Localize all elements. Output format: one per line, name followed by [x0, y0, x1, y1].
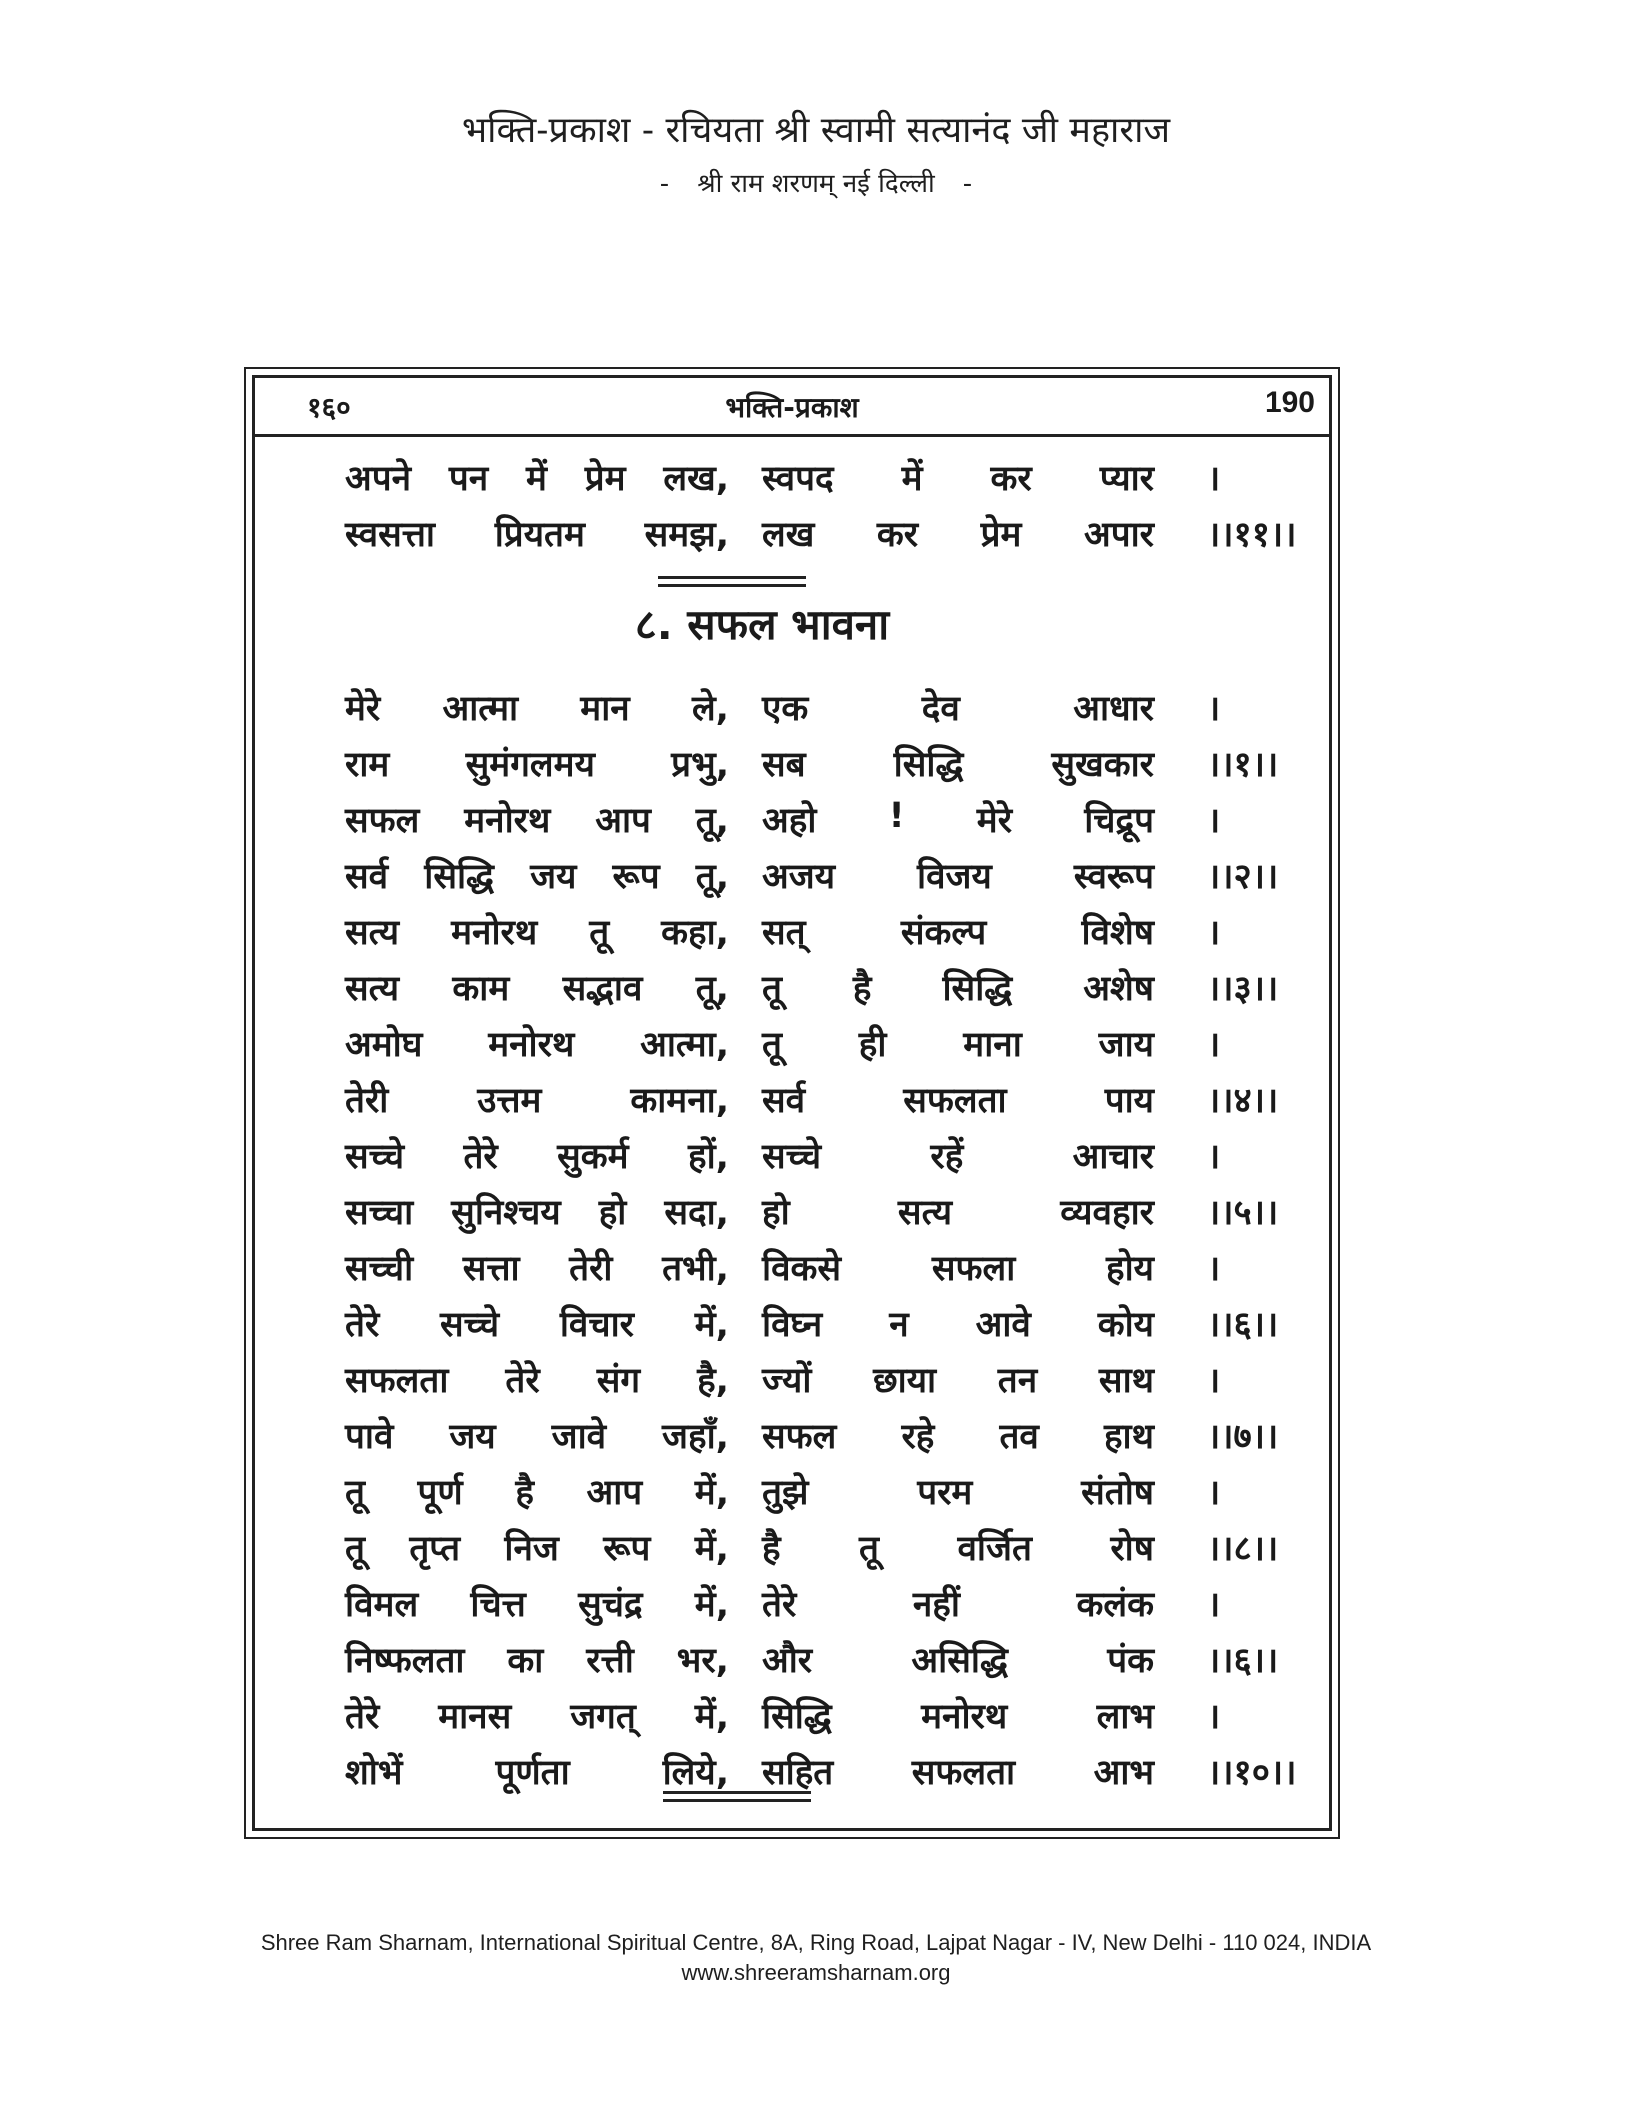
verse-word: तेरे: [345, 1697, 380, 1737]
verse-word: मनोरथ: [451, 913, 538, 953]
verse-word: में,: [694, 1529, 729, 1569]
verse-word: हाथ: [1103, 1417, 1154, 1457]
verse-second-half: [762, 684, 1154, 731]
verse-end-mark: ।।७।।: [1207, 1417, 1279, 1457]
verse-end-mark: ।।६।।: [1207, 1305, 1279, 1345]
verse-word: निज: [504, 1529, 559, 1569]
verse-word: सत्: [762, 913, 806, 953]
verse-word: सत्य: [345, 913, 400, 953]
verse-end-mark: ।।१।।: [1207, 745, 1279, 785]
verse-word: प्रेम: [980, 515, 1022, 555]
verse-word: स्वपद: [762, 459, 834, 499]
verse-first-half: [345, 1748, 729, 1795]
verse-first-half: [345, 1692, 729, 1739]
verse-word: सच्चे: [345, 1137, 405, 1177]
verse-word: रत्ती: [586, 1641, 634, 1681]
verse-first-half: [345, 1132, 729, 1179]
verse-word: ज्यों: [762, 1361, 812, 1401]
verse-first-half: [345, 1356, 729, 1403]
verse-word: तेरी: [345, 1081, 389, 1121]
verse-word: विकसे: [762, 1249, 842, 1289]
verse-word: हो: [598, 1193, 627, 1233]
verse-word: सफलता: [903, 1081, 1007, 1121]
verse-word: चित्त: [470, 1585, 526, 1625]
verse-word: हों,: [688, 1137, 729, 1177]
verse-word: तेरे: [345, 1305, 380, 1345]
verse-word: में,: [694, 1585, 729, 1625]
verse-word: जय: [449, 1417, 496, 1457]
verse-end-mark: ।: [1207, 1025, 1221, 1065]
verse-word: कामना,: [630, 1081, 729, 1121]
rule-lower-1: [663, 1791, 811, 1794]
subtitle-dash-right: -: [962, 169, 973, 199]
verse-word: सफल: [345, 801, 420, 841]
verse-word: विचार: [559, 1305, 634, 1345]
verse-word: न: [889, 1305, 909, 1345]
verse-word: तू: [859, 1529, 879, 1569]
verse-word: नहीं: [912, 1585, 960, 1625]
verse-word: सफला: [931, 1249, 1016, 1289]
verse-word: जय: [530, 857, 577, 897]
verse-word: तव: [999, 1417, 1039, 1457]
verse-first-half: [345, 740, 729, 787]
verse-word: और: [762, 1641, 813, 1681]
verse-word: लिये,: [662, 1753, 729, 1793]
verse-end-mark: ।: [1207, 1137, 1221, 1177]
verse-word: विजय: [917, 857, 992, 897]
verse-word: अहो: [762, 801, 817, 841]
verse-line: [345, 1636, 1285, 1686]
verse-first-half: [345, 852, 729, 899]
verse-word: तृप्त: [409, 1529, 461, 1569]
verse-word: असिद्धि: [911, 1641, 1008, 1681]
verse-word: तेरे: [505, 1361, 540, 1401]
verse-first-half: [345, 684, 729, 731]
verse-word: प्रेम: [584, 459, 626, 499]
verse-word: काम: [452, 969, 510, 1009]
verse-first-half: [345, 1412, 729, 1459]
verse-word: अजय: [762, 857, 836, 897]
verse-word: निष्फलता: [345, 1641, 465, 1681]
verse-line: [345, 1076, 1285, 1126]
verse-word: प्रियतम: [494, 515, 585, 555]
page-number-devanagari: १६०: [307, 391, 351, 424]
verse-second-half: [762, 1524, 1154, 1571]
verse-word: पावे: [345, 1417, 394, 1457]
verse-word: सत्य: [345, 969, 400, 1009]
verse-word: तुझे: [762, 1473, 809, 1513]
verse-word: हो: [762, 1193, 790, 1233]
verse-first-half: [345, 1076, 729, 1123]
verse-word: देव: [921, 689, 960, 729]
running-title: भक्ति-प्रकाश: [725, 391, 859, 424]
verse-word: विघ्न: [762, 1305, 823, 1345]
verse-line: [345, 684, 1285, 734]
scanned-page-inner-border: [252, 375, 1332, 1831]
verse-word: संग: [596, 1361, 641, 1401]
verse-word: चिद्रूप: [1084, 801, 1154, 841]
verse-end-mark: ।: [1207, 1585, 1221, 1625]
verse-word: सिद्धि: [893, 745, 964, 785]
verse-word: में,: [694, 1305, 729, 1345]
verse-word: माना: [963, 1025, 1022, 1065]
verse-word: आप: [586, 1473, 643, 1513]
verse-word: तू,: [695, 801, 729, 841]
verse-word: सद्भाव: [562, 969, 643, 1009]
verse-word: स्वसत्ता: [345, 515, 435, 555]
verse-end-mark: ।।११।।: [1207, 515, 1297, 555]
verse-line: [345, 1020, 1285, 1070]
verse-line: [345, 1356, 1285, 1406]
page-number: 190: [1264, 386, 1315, 419]
verse-word: रूप: [603, 1529, 651, 1569]
verse-end-mark: ।।३।।: [1207, 969, 1279, 1009]
verse-word: विशेष: [1081, 913, 1154, 953]
running-header: [255, 378, 1329, 437]
verse-word: तू,: [695, 969, 729, 1009]
document-header-title: भक्ति-प्रकाश - रचियता श्री स्वामी सत्यानंद जी महाराज: [461, 110, 1171, 151]
verse-second-half: [762, 1356, 1154, 1403]
verse-word: तू: [345, 1473, 365, 1513]
verse-word: जाय: [1098, 1025, 1154, 1065]
verse-second-half: [762, 852, 1154, 899]
verse-word: तन: [997, 1361, 1038, 1401]
verse-word: कहा,: [661, 913, 729, 953]
verse-word: व्यवहार: [1060, 1193, 1154, 1233]
verse-word: आप: [595, 801, 651, 841]
verse-word: रोष: [1110, 1529, 1154, 1569]
verse-word: में: [901, 459, 923, 499]
verse-word: ले,: [691, 689, 729, 729]
verse-end-mark: ।: [1207, 801, 1221, 841]
verse-word: सुमंगलमय: [465, 745, 595, 785]
section-heading: ८. सफल भावना: [634, 600, 890, 649]
verse-word: सच्चे: [440, 1305, 500, 1345]
verse-word: सत्ता: [462, 1249, 520, 1289]
verse-word: है: [852, 969, 872, 1009]
verse-word: मनोरथ: [464, 801, 551, 841]
verse-end-mark: ।: [1207, 459, 1221, 499]
verse-word: सिद्धि: [942, 969, 1013, 1009]
verse-line: [345, 740, 1285, 790]
verse-end-mark: ।।४।।: [1207, 1081, 1279, 1121]
verse-word: जहाँ,: [662, 1417, 729, 1457]
rule-lower-2: [663, 1799, 811, 1802]
verse-second-half: [762, 1748, 1154, 1795]
verse-second-half: [762, 1132, 1154, 1179]
verse-word: तू: [589, 913, 610, 953]
verse-word: प्रभु,: [671, 745, 729, 785]
verse-word: भर,: [676, 1641, 729, 1681]
verse-first-half: [345, 1244, 729, 1291]
verse-word: सफल: [762, 1417, 837, 1457]
verse-word: कर: [876, 515, 919, 555]
verse-end-mark: ।।८।।: [1207, 1529, 1279, 1569]
verse-word: आत्मा: [442, 689, 519, 729]
verse-end-mark: ।: [1207, 1473, 1221, 1513]
verse-line: [345, 1468, 1285, 1518]
verse-second-half: [762, 1692, 1154, 1739]
verse-word: अपार: [1083, 515, 1154, 555]
verse-word: सफलता: [345, 1361, 449, 1401]
verse-word: छाया: [873, 1361, 937, 1401]
verse-word: साथ: [1098, 1361, 1154, 1401]
verse-word: है: [762, 1529, 781, 1569]
verse-word: कर: [990, 459, 1032, 499]
verse-word: सच्ची: [345, 1249, 414, 1289]
verse-first-half: [345, 796, 729, 843]
verse-word: सुकर्म: [557, 1137, 629, 1177]
verse-word: है: [515, 1473, 534, 1513]
verse-word: आत्मा,: [640, 1025, 729, 1065]
subtitle-dash-left: -: [659, 169, 670, 199]
verse-word: सर्व: [762, 1081, 806, 1121]
verse-word: रहे: [901, 1417, 935, 1457]
document-header-subtitle: [0, 164, 1632, 200]
verse-word: आचार: [1072, 1137, 1154, 1177]
subtitle-text: श्री राम शरणम् नई दिल्ली: [697, 169, 935, 199]
verse-word: में: [525, 459, 547, 499]
verse-word: तू: [762, 1025, 782, 1065]
verse-word: तू,: [695, 857, 729, 897]
verse-second-half: [762, 510, 1154, 557]
rule-upper-1: [658, 576, 806, 579]
verse-word: जावे: [551, 1417, 607, 1457]
verse-second-half: [762, 1412, 1154, 1459]
verse-second-half: [762, 1580, 1154, 1627]
verse-word: जगत्: [570, 1697, 636, 1737]
verse-word: प्यार: [1099, 459, 1154, 499]
verse-second-half: [762, 1300, 1154, 1347]
verse-first-half: [345, 1580, 729, 1627]
verse-line: [345, 454, 1285, 504]
verse-word: सुनिश्चय: [451, 1193, 561, 1233]
verse-end-mark: ।।६।।: [1207, 1641, 1279, 1681]
verse-end-mark: ।: [1207, 913, 1221, 953]
verse-word: सर्व: [345, 857, 389, 897]
verse-word: सुचंद्र: [578, 1585, 643, 1625]
verse-line: [345, 510, 1297, 560]
verse-word: कोय: [1097, 1305, 1154, 1345]
verse-first-half: [345, 1188, 729, 1235]
rule-upper-2: [658, 584, 806, 587]
verse-word: सब: [762, 745, 806, 785]
verse-word: सच्चे: [762, 1137, 822, 1177]
verse-word: सत्य: [897, 1193, 953, 1233]
verse-word: उत्तम: [477, 1081, 542, 1121]
verse-word: !: [888, 796, 905, 836]
verse-second-half: [762, 1468, 1154, 1515]
verse-line: [345, 1300, 1285, 1350]
verse-word: सुखकार: [1051, 745, 1154, 785]
verse-end-mark: ।: [1207, 1249, 1221, 1289]
scanned-page-frame: [244, 367, 1340, 1839]
verse-word: संकल्प: [900, 913, 987, 953]
verse-word: अशेष: [1083, 969, 1154, 1009]
verse-word: संतोष: [1081, 1473, 1154, 1513]
verse-word: लख,: [663, 459, 729, 499]
verse-first-half: [345, 964, 729, 1011]
verse-word: सदा,: [664, 1193, 729, 1233]
verse-word: पूर्णता: [495, 1753, 570, 1793]
verse-word: ही: [858, 1025, 887, 1065]
verse-first-half: [345, 454, 729, 501]
verse-word: पूर्ण: [417, 1473, 463, 1513]
verse-second-half: [762, 740, 1154, 787]
verse-word: मानस: [438, 1697, 512, 1737]
verse-line: [345, 1412, 1285, 1462]
verse-word: तू: [762, 969, 782, 1009]
verse-word: सिद्धि: [762, 1697, 832, 1737]
verse-line: [345, 852, 1285, 902]
verse-word: आभ: [1093, 1753, 1154, 1793]
verse-word: तू: [345, 1529, 365, 1569]
verse-word: तेरी: [569, 1249, 613, 1289]
verse-end-mark: ।।५।।: [1207, 1193, 1279, 1233]
verse-word: सिद्धि: [424, 857, 495, 897]
verse-first-half: [345, 1524, 729, 1571]
verse-second-half: [762, 1076, 1154, 1123]
verse-end-mark: ।: [1207, 689, 1221, 729]
verse-word: में,: [694, 1473, 729, 1513]
verse-word: लाभ: [1096, 1697, 1154, 1737]
verse-word: तेरे: [463, 1137, 498, 1177]
verse-line: [345, 1748, 1297, 1798]
verse-word: विमल: [345, 1585, 419, 1625]
verse-word: परम: [917, 1473, 973, 1513]
verse-word: है,: [697, 1361, 729, 1401]
verse-word: राम: [345, 745, 390, 785]
verse-word: पन: [448, 459, 489, 499]
verse-line: [345, 1132, 1285, 1182]
verse-first-half: [345, 510, 729, 557]
verse-word: एक: [762, 689, 809, 729]
verse-second-half: [762, 796, 1154, 843]
verse-word: तेरे: [762, 1585, 797, 1625]
footer-address: Shree Ram Sharnam, International Spiritual Centre, 8A, Ring Road, Lajpat Nagar - IV, New Delhi - 110 024, INDIA: [260, 1930, 1372, 1955]
verse-first-half: [345, 1636, 729, 1683]
verse-end-mark: ।: [1207, 1697, 1221, 1737]
verse-word: पंक: [1107, 1641, 1154, 1681]
verse-word: लख: [762, 515, 815, 555]
verse-second-half: [762, 1244, 1154, 1291]
verse-word: तभी,: [662, 1249, 729, 1289]
verse-word: शोभें: [345, 1753, 403, 1793]
verse-word: समझ,: [644, 515, 729, 555]
verse-line: [345, 1524, 1285, 1574]
verse-line: [345, 908, 1285, 958]
verse-second-half: [762, 1636, 1154, 1683]
verse-word: अमोघ: [345, 1025, 423, 1065]
verse-word: सहित: [762, 1753, 834, 1793]
verse-end-mark: ।।२।।: [1207, 857, 1279, 897]
verse-second-half: [762, 454, 1154, 501]
verse-word: रूप: [612, 857, 660, 897]
verse-word: आधार: [1073, 689, 1154, 729]
verse-word: मेरे: [345, 689, 381, 729]
verse-word: रहें: [930, 1137, 964, 1177]
verse-word: में,: [694, 1697, 729, 1737]
verse-word: पाय: [1104, 1081, 1154, 1121]
verse-word: सच्चा: [345, 1193, 414, 1233]
verse-second-half: [762, 1188, 1154, 1235]
verse-line: [345, 1580, 1285, 1630]
verse-end-mark: ।।१०।।: [1207, 1753, 1297, 1793]
verse-line: [345, 964, 1285, 1014]
verse-word: अपने: [345, 459, 412, 499]
verse-line: [345, 796, 1285, 846]
verse-second-half: [762, 1020, 1154, 1067]
verse-word: आवे: [975, 1305, 1031, 1345]
verse-word: मनोरथ: [921, 1697, 1008, 1737]
verse-word: कलंक: [1076, 1585, 1154, 1625]
verse-line: [345, 1692, 1285, 1742]
footer-url: www.shreeramsharnam.org: [681, 1960, 951, 1985]
verse-first-half: [345, 1300, 729, 1347]
verse-word: मेरे: [976, 801, 1013, 841]
verse-word: सफलता: [911, 1753, 1016, 1793]
verse-word: वर्जित: [957, 1529, 1032, 1569]
verse-word: होय: [1106, 1249, 1154, 1289]
verse-word: का: [507, 1641, 544, 1681]
verse-first-half: [345, 908, 729, 955]
verse-second-half: [762, 964, 1154, 1011]
verse-word: मनोरथ: [488, 1025, 575, 1065]
verse-first-half: [345, 1020, 729, 1067]
verse-first-half: [345, 1468, 729, 1515]
verse-word: मान: [580, 689, 630, 729]
verse-line: [345, 1244, 1285, 1294]
verse-line: [345, 1188, 1285, 1238]
verse-word: स्वरूप: [1073, 857, 1154, 897]
verse-second-half: [762, 908, 1154, 955]
verse-end-mark: ।: [1207, 1361, 1221, 1401]
